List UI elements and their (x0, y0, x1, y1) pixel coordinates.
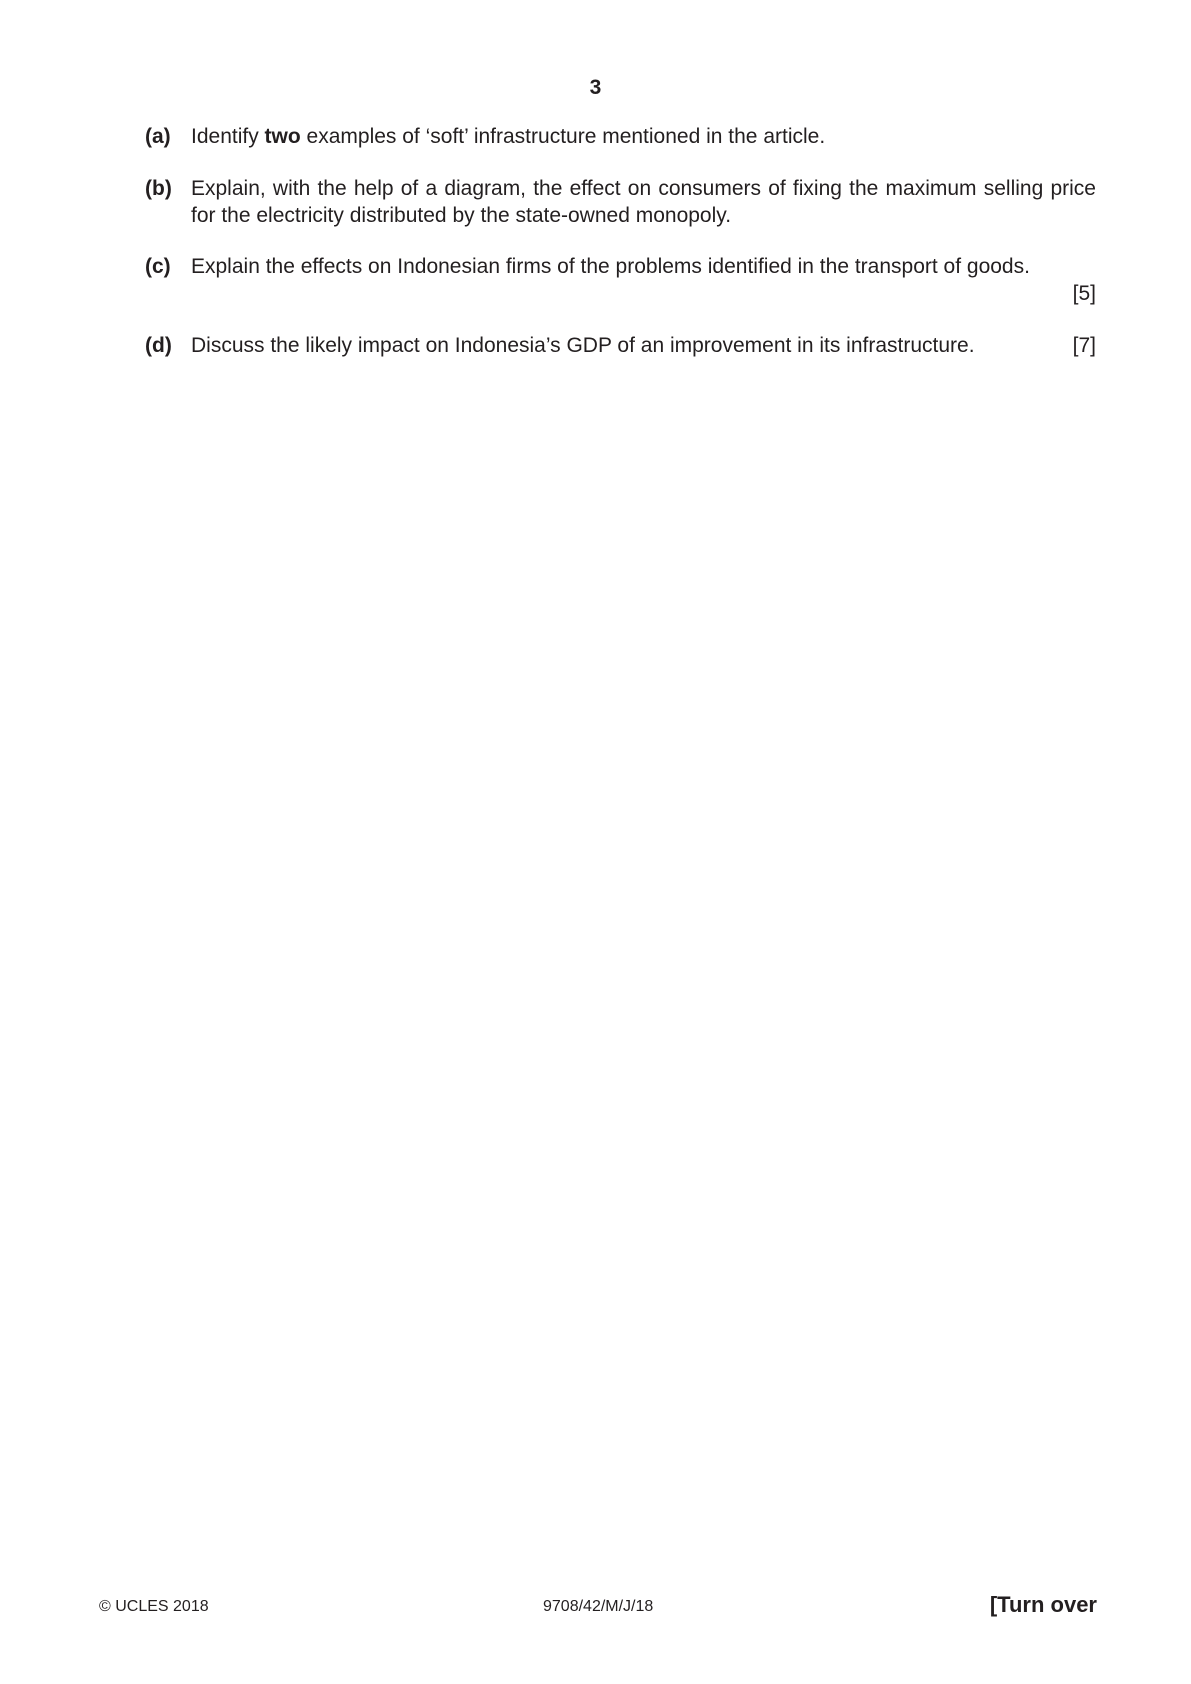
marks-allocation: [5] (1072, 282, 1096, 305)
question-text: Identify two examples of ‘soft’ infrastructure mentioned in the article. (191, 125, 826, 148)
question-d (145, 332, 1096, 359)
question-label: (d) (145, 334, 172, 357)
question-text: Explain, with the help of a diagram, the effect on consumers of fixing the maximum selling price for the electricity distributed by the state-owned monopoly. (191, 177, 1096, 227)
page-number: 3 (589, 76, 602, 99)
turn-over: [Turn over (989, 1592, 1097, 1617)
emphasis-text: two (264, 125, 301, 148)
question-c (145, 253, 1096, 307)
question-label: (c) (145, 255, 171, 278)
question-a (145, 123, 1096, 150)
question-label: (b) (145, 177, 172, 200)
paper-code: 9708/42/M/J/18 (543, 1598, 654, 1615)
question-label: (a) (145, 125, 171, 148)
marks-allocation: [7] (1072, 334, 1096, 357)
copyright: © UCLES 2018 (99, 1598, 209, 1615)
question-b (145, 175, 1096, 229)
question-text: Discuss the likely impact on Indonesia’s GDP of an improvement in its infrastructure. (191, 334, 975, 357)
question-text: Explain the effects on Indonesian firms of the problems identified in the transport of goods. (191, 255, 1030, 278)
